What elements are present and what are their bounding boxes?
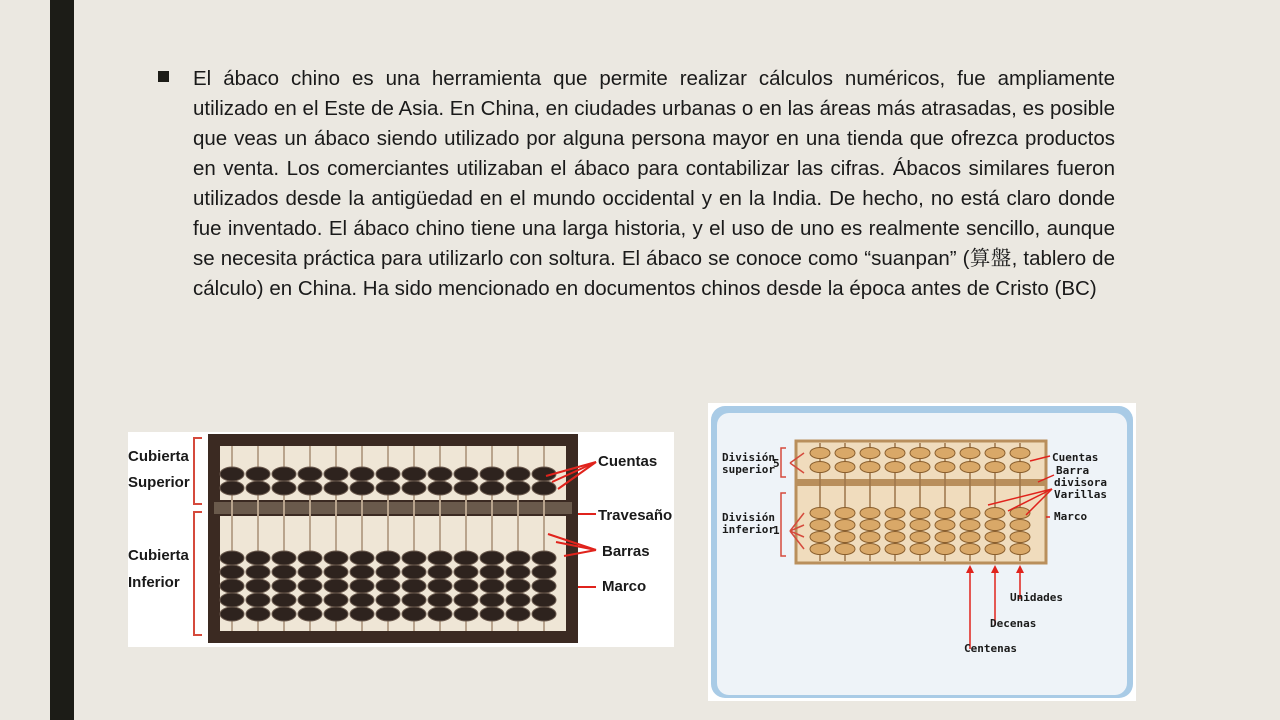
- bead: [506, 481, 530, 495]
- bead: [960, 508, 980, 519]
- bead: [246, 607, 270, 621]
- label-marco: Marco: [1054, 510, 1088, 523]
- bead: [246, 579, 270, 593]
- bead: [835, 532, 855, 543]
- bead: [835, 544, 855, 555]
- bead: [1010, 520, 1030, 531]
- bead: [272, 593, 296, 607]
- bead: [220, 467, 244, 481]
- bead: [428, 593, 452, 607]
- bead: [985, 508, 1005, 519]
- bead: [885, 462, 905, 473]
- bead: [350, 467, 374, 481]
- bead: [246, 593, 270, 607]
- bead: [376, 467, 400, 481]
- bead: [402, 593, 426, 607]
- bead: [350, 565, 374, 579]
- bead: [480, 579, 504, 593]
- bead: [985, 544, 1005, 555]
- bead: [506, 579, 530, 593]
- bead: [532, 579, 556, 593]
- bead: [428, 481, 452, 495]
- side-accent-bar: [50, 0, 74, 720]
- bead: [810, 532, 830, 543]
- bead: [860, 462, 880, 473]
- bead: [220, 565, 244, 579]
- bead: [324, 593, 348, 607]
- label-varillas: Varillas: [1054, 488, 1107, 501]
- bead: [220, 607, 244, 621]
- bead: [985, 520, 1005, 531]
- bead: [985, 462, 1005, 473]
- bead: [810, 462, 830, 473]
- bead: [298, 551, 322, 565]
- bead: [428, 565, 452, 579]
- bead: [480, 593, 504, 607]
- bead: [454, 565, 478, 579]
- bead: [910, 462, 930, 473]
- label-division-inferior-1: División: [722, 511, 775, 524]
- bead: [376, 565, 400, 579]
- label-marco: Marco: [602, 578, 647, 595]
- bead: [246, 481, 270, 495]
- bead: [298, 467, 322, 481]
- bead: [350, 551, 374, 565]
- label-cuentas: Cuentas: [598, 453, 658, 470]
- bead: [506, 593, 530, 607]
- label-one: 1: [773, 524, 780, 537]
- bead: [246, 467, 270, 481]
- label-travesano: Travesaño: [598, 507, 673, 524]
- bead: [298, 565, 322, 579]
- bead: [960, 532, 980, 543]
- bead: [860, 448, 880, 459]
- bead: [506, 607, 530, 621]
- bead: [506, 565, 530, 579]
- bead: [402, 467, 426, 481]
- bead: [532, 551, 556, 565]
- label-division-superior-2: superior: [722, 463, 775, 476]
- bead: [1010, 544, 1030, 555]
- bead: [935, 544, 955, 555]
- label-five: 5: [773, 457, 780, 470]
- label-centenas: Centenas: [964, 642, 1017, 655]
- label-cubierta-inferior-2: Inferior: [128, 574, 180, 591]
- bead: [324, 467, 348, 481]
- bead: [376, 579, 400, 593]
- bead: [480, 481, 504, 495]
- bead: [298, 579, 322, 593]
- bead: [935, 532, 955, 543]
- bead: [376, 551, 400, 565]
- bead: [350, 579, 374, 593]
- bullet-square-icon: [158, 71, 169, 82]
- bead: [220, 551, 244, 565]
- bead: [935, 462, 955, 473]
- bead: [885, 508, 905, 519]
- bead: [935, 520, 955, 531]
- bead: [480, 467, 504, 481]
- bead: [935, 448, 955, 459]
- bead: [402, 579, 426, 593]
- bead: [428, 579, 452, 593]
- label-barras: Barras: [602, 543, 650, 560]
- bead: [480, 565, 504, 579]
- bead: [860, 532, 880, 543]
- bead: [960, 544, 980, 555]
- bead: [402, 607, 426, 621]
- bead: [298, 607, 322, 621]
- bead: [985, 448, 1005, 459]
- bead: [324, 607, 348, 621]
- label-cubierta-inferior-1: Cubierta: [128, 547, 189, 564]
- bead: [220, 579, 244, 593]
- bead: [480, 607, 504, 621]
- bead: [454, 607, 478, 621]
- bead: [350, 607, 374, 621]
- bead: [246, 551, 270, 565]
- label-cubierta-superior-2: Superior: [128, 474, 190, 491]
- bead: [428, 607, 452, 621]
- bead: [935, 508, 955, 519]
- bead: [532, 607, 556, 621]
- bead: [960, 520, 980, 531]
- bead: [835, 508, 855, 519]
- bead: [376, 607, 400, 621]
- bead: [272, 607, 296, 621]
- bead: [1010, 448, 1030, 459]
- bracket-lower-deck: [194, 512, 202, 635]
- abacus-diagram-right: [708, 403, 1136, 701]
- bead: [885, 520, 905, 531]
- bead: [860, 544, 880, 555]
- bead: [402, 565, 426, 579]
- bead: [324, 481, 348, 495]
- bead: [272, 551, 296, 565]
- bead: [350, 481, 374, 495]
- bead: [402, 481, 426, 495]
- bead: [910, 448, 930, 459]
- bead: [402, 551, 426, 565]
- bead: [272, 481, 296, 495]
- bead: [272, 579, 296, 593]
- bead: [835, 448, 855, 459]
- divider-bar: [796, 479, 1046, 486]
- abacus-diagram-left: [128, 432, 674, 647]
- body-paragraph: El ábaco chino es una herramienta que permite realizar cálculos numéricos, fue ampliamente utilizado en el Este de Asia. En China, en ciudades urbanas o en las áreas más atrasadas, es posible que veas un ábaco siendo utilizado por alguna persona mayor en una tienda que ofrezca productos en venta. Los comerciantes utilizaban el ábaco para contabilizar las cifras. Ábacos similares fueron utilizados desde la antigüedad en el mundo occidental y en la India. De hecho, no está claro donde fue inventado. El ábaco chino tiene una larga historia, y el uso de uno es realmente sencillo, aunque se necesita práctica para utilizarlo con soltura. El ábaco se conoce como “suanpan” (算盤, tablero de cálculo) en China. Ha sido mencionado en documentos chinos desde la época antes de Cristo (BC): [193, 67, 1115, 300]
- bead: [810, 520, 830, 531]
- bead: [272, 467, 296, 481]
- bead: [454, 593, 478, 607]
- bead: [860, 520, 880, 531]
- bead: [454, 579, 478, 593]
- bead: [428, 467, 452, 481]
- bead: [298, 593, 322, 607]
- bead: [324, 579, 348, 593]
- label-cubierta-superior-1: Cubierta: [128, 448, 189, 465]
- bead: [428, 551, 452, 565]
- bead: [272, 565, 296, 579]
- bead: [532, 565, 556, 579]
- label-division-inferior-2: inferior: [722, 523, 775, 536]
- bead: [910, 508, 930, 519]
- bead: [506, 467, 530, 481]
- bead: [298, 481, 322, 495]
- bead: [246, 565, 270, 579]
- label-cuentas: Cuentas: [1052, 451, 1099, 464]
- label-divisora: divisora: [1054, 476, 1107, 489]
- bead: [985, 532, 1005, 543]
- bead: [1010, 532, 1030, 543]
- bead: [960, 448, 980, 459]
- bead: [324, 551, 348, 565]
- bead: [810, 544, 830, 555]
- bead: [454, 481, 478, 495]
- bead: [835, 462, 855, 473]
- bead: [350, 593, 374, 607]
- bead: [376, 481, 400, 495]
- bead: [810, 448, 830, 459]
- bracket-upper-deck: [194, 438, 202, 504]
- label-unidades: Unidades: [1010, 591, 1063, 604]
- bead: [835, 520, 855, 531]
- label-decenas: Decenas: [990, 617, 1037, 630]
- bead: [860, 508, 880, 519]
- bead: [1010, 462, 1030, 473]
- bead: [910, 532, 930, 543]
- bead: [454, 467, 478, 481]
- bead: [480, 551, 504, 565]
- bead: [454, 551, 478, 565]
- bead: [532, 593, 556, 607]
- bead: [960, 462, 980, 473]
- bead: [885, 544, 905, 555]
- bead: [220, 593, 244, 607]
- bead: [910, 520, 930, 531]
- bead: [885, 532, 905, 543]
- bead: [506, 551, 530, 565]
- label-division-superior-1: División: [722, 451, 775, 464]
- label-barra: Barra: [1056, 464, 1090, 477]
- bead: [910, 544, 930, 555]
- bead: [885, 448, 905, 459]
- bead: [324, 565, 348, 579]
- bead: [532, 481, 556, 495]
- bead: [376, 593, 400, 607]
- bead: [220, 481, 244, 495]
- bead: [810, 508, 830, 519]
